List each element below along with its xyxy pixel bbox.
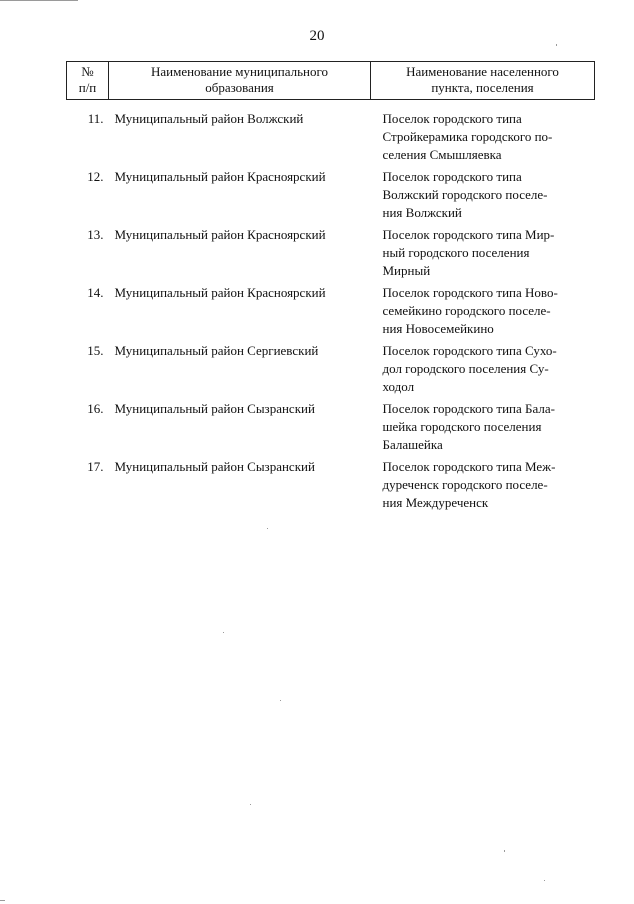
row-number: 17. — [87, 459, 104, 474]
header-municipality — [109, 62, 371, 100]
row-municipality: Муниципальный район Красноярский — [114, 169, 326, 184]
table-row — [67, 168, 595, 226]
scan-artifact-dot — [0, 900, 5, 901]
settlement-line: шейка городского поселения — [382, 419, 542, 434]
row-settlement — [371, 168, 595, 226]
page-number: 20 — [309, 28, 325, 44]
row-number: 15. — [87, 343, 104, 358]
settlement-line: Поселок городского типа Мир- — [382, 227, 555, 242]
row-settlement — [371, 458, 595, 516]
row-municipality: Муниципальный район Сергиевский — [114, 343, 319, 358]
scan-artifact-dot — [556, 44, 557, 46]
header-num — [67, 62, 109, 100]
row-settlement — [371, 226, 595, 284]
table-header — [67, 62, 595, 100]
header-num-line: п/п — [78, 80, 97, 95]
row-municipality: Муниципальный район Сызранский — [114, 401, 315, 416]
scan-artifact-line — [0, 0, 78, 1]
row-municipality: Муниципальный район Красноярский — [114, 285, 326, 300]
settlement-line: Поселок городского типа Ново- — [382, 285, 558, 300]
row-number: 13. — [87, 227, 104, 242]
row-number: 12. — [87, 169, 104, 184]
table-row — [67, 100, 595, 169]
settlement-line: Поселок городского типа — [382, 169, 522, 184]
settlements-table-container — [66, 61, 594, 516]
header-municipality-line: Наименование муниципального — [150, 64, 329, 79]
header-settlement-line: Наименование населенного — [406, 64, 559, 79]
table-row — [67, 342, 595, 400]
settlement-line: ния Междуреченск — [382, 495, 489, 510]
settlement-line: ния Волжский — [382, 205, 462, 220]
scan-artifact-dot — [504, 850, 505, 852]
scan-artifact-dot — [250, 804, 251, 805]
table-row — [67, 458, 595, 516]
settlement-line: Поселок городского типа — [382, 111, 522, 126]
header-settlement — [371, 62, 595, 100]
row-municipality: Муниципальный район Красноярский — [114, 227, 326, 242]
row-settlement — [371, 342, 595, 400]
row-number: 11. — [87, 111, 104, 126]
settlement-line: дол городского поселения Су- — [382, 361, 549, 376]
settlement-line: селения Смышляевка — [382, 147, 502, 162]
row-municipality: Муниципальный район Сызранский — [114, 459, 315, 474]
table-row — [67, 400, 595, 458]
settlement-line: Балашейка — [382, 437, 443, 452]
scan-artifact-dot — [544, 880, 545, 881]
settlement-line: семейкино городского поселе- — [382, 303, 551, 318]
settlement-line: ходол — [382, 379, 415, 394]
settlement-line: Мирный — [382, 263, 431, 278]
table-row — [67, 226, 595, 284]
settlements-table — [66, 61, 595, 516]
header-settlement-line: пункта, поселения — [431, 80, 534, 95]
header-municipality-line: образования — [205, 80, 274, 95]
settlement-line: ния Новосемейкино — [382, 321, 494, 336]
settlement-line: Поселок городского типа Бала- — [382, 401, 555, 416]
header-num-line: № — [81, 64, 94, 79]
settlement-line: дуреченск городского поселе- — [382, 477, 548, 492]
row-settlement — [371, 400, 595, 458]
settlement-line: Волжский городского поселе- — [382, 187, 548, 202]
scan-artifact-dot — [223, 632, 224, 633]
row-number: 14. — [87, 285, 104, 300]
table-body — [67, 100, 595, 517]
row-number: 16. — [87, 401, 104, 416]
settlement-line: Стройкерамика городского по- — [382, 129, 553, 144]
scan-artifact-dot — [280, 700, 281, 701]
table-row — [67, 284, 595, 342]
row-settlement — [371, 284, 595, 342]
row-municipality: Муниципальный район Волжский — [114, 111, 304, 126]
settlement-line: Поселок городского типа Меж- — [382, 459, 556, 474]
settlement-line: ный городского поселения — [382, 245, 530, 260]
settlement-line: Поселок городского типа Сухо- — [382, 343, 557, 358]
row-settlement — [371, 100, 595, 169]
scan-artifact-dot — [267, 528, 268, 529]
